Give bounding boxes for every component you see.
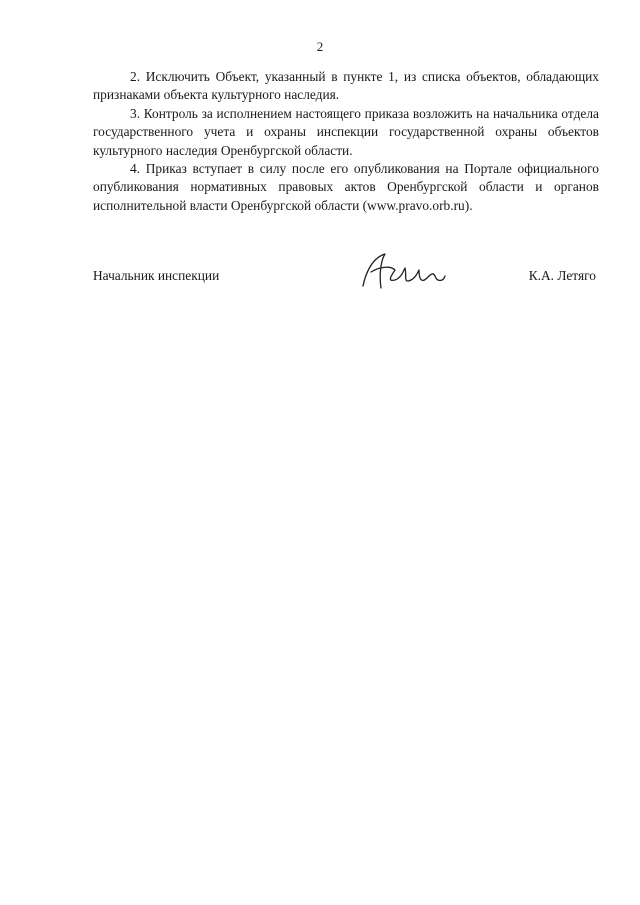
paragraph-item-2: 2. Исключить Объект, указанный в пункте 1, из списка объектов, обладающих признаками объекта культурного наследия. <box>93 69 599 103</box>
paragraph-item-3: 3. Контроль за исполнением настоящего приказа возложить на начальника отдела государственного учета и охраны инспекции государственной охраны объектов культурного наследия Оренбургской области. <box>93 105 599 158</box>
page-number: 2 <box>316 39 324 54</box>
signatory-title: Начальник инспекции <box>93 268 220 283</box>
signature-block <box>93 248 599 308</box>
paragraph-item-4: 4. Приказ вступает в силу после его опубликования на Портале официального опубликования нормативных правовых актов Оренбургской области и органов исполнительной власти Оренбургской области (www.pravo.orb.ru). <box>93 161 599 213</box>
handwritten-signature <box>351 248 451 298</box>
document-body <box>93 68 599 215</box>
signatory-name: К.А. Летяго <box>528 268 596 283</box>
